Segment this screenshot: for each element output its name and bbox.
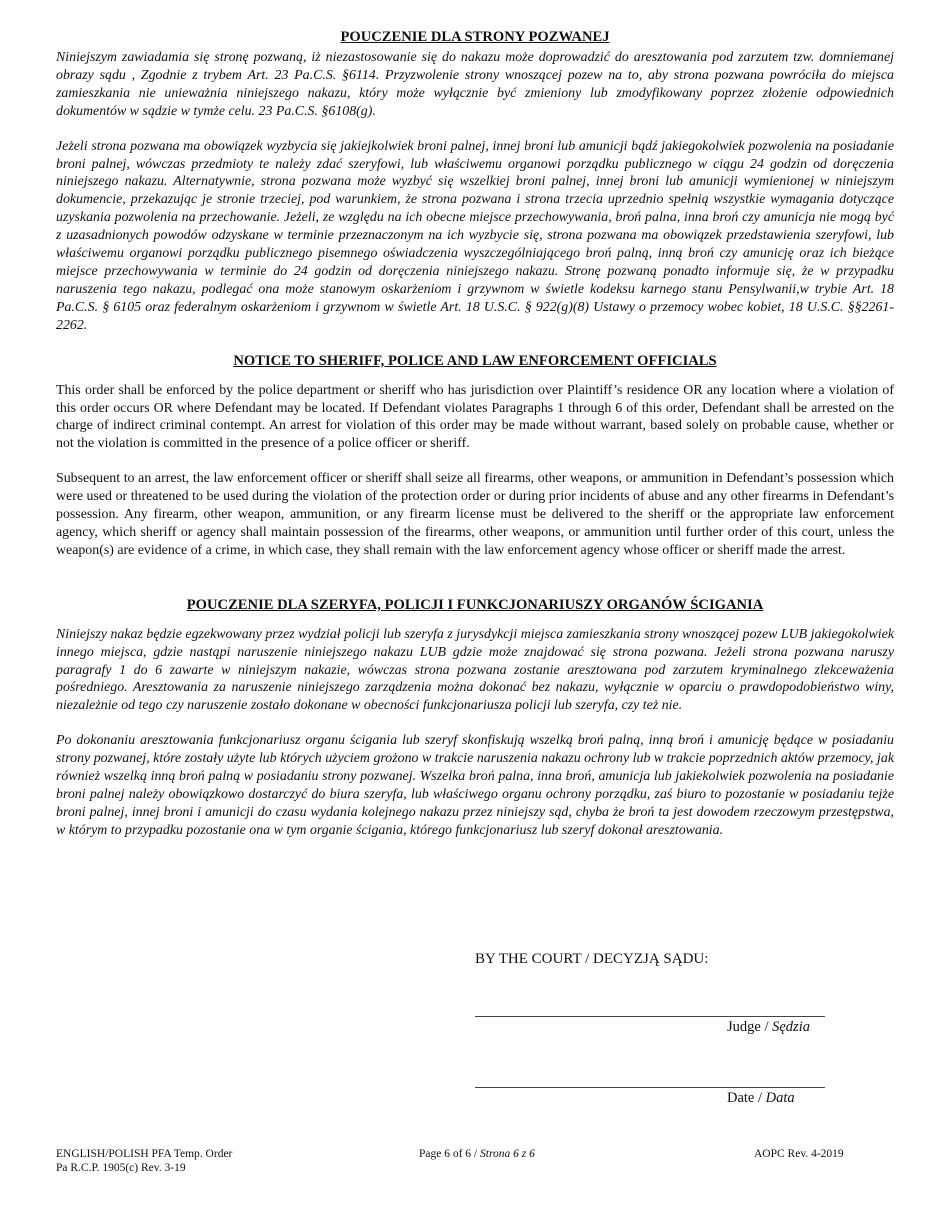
judge-label: Judge / Sędzia (727, 1019, 810, 1035)
law-enforcement-notice-paragraph-1: This order shall be enforced by the police department or sheriff who has jurisdiction over Plaintiff’s residence OR any location where a violation of this order occurs OR where Defendant may be located. If Defendant violates Paragraphs 1 through 6 of this order, Defendant shall be arrested on the charge of indirect criminal contempt. An arrest for violation of this order may be made without warrant, based solely on probable cause, whether or not the violation is committed in the presence of a police officer or sheriff. (56, 382, 894, 452)
footer-revision: AOPC Rev. 4-2019 (754, 1148, 844, 1160)
polish-law-enforcement-notice-heading: POUCZENIE DLA SZERYFA, POLICJI I FUNKCJONARIUSZY ORGANÓW ŚCIGANIA (186, 596, 764, 613)
by-the-court-label: BY THE COURT / DECYZJĄ SĄDU: (475, 951, 709, 967)
footer-form-id: ENGLISH/POLISH PFA Temp. Order Pa R.C.P. 1905(c) Rev. 3-19 (56, 1148, 233, 1174)
polish-defendant-notice-paragraph-2: Jeżeli strona pozwana ma obowiązek wyzbycia się jakiejkolwiek broni palnej, innej broni lub amunicji bądź jakiegokolwiek pozwolenia na posiadanie broni palnej, wówczas przedmioty te należy zdać szeryfowi, lub właściwemu organowi porządku publicznego w ciągu 24 godzin od doręczenia niniejszego nakazu. Alternatywnie, strona pozwana może wyzbyć się wszelkiej broni palnej, innej broni lub amunicji wymienionej w niniejszym dokumencie, przekazując je stronie trzeciej, pod warunkiem, że strona pozwana i strona trzecia uprzednio spełnią wszystkie wymagania dotyczące uzyskania pozwolenia na przechowanie. Jeżeli, ze względu na ich obecne miejsce przechowywania, broń palna, inna broń czy amunicja nie mogą być z uzasadnionych powodów odzyskane w terminie przeznaczonym na ich wyzbycie się, strona pozwana ma obowiązek przedstawienia szeryfowi, lub właściwemu organowi porządku publicznego pisemnego oświadczenia wyszczególniającego broń palną, inną broń czy amunicję oraz ich bieżące miejsce przechowywania w terminie do 24 godzin od doręczenia niniejszego nakazu. Stronę pozwaną ponadto informuje się, że w przypadku naruszenia tego nakazu, podlegać ona może stanowym oskarżeniom i grzywnom w świetle kodeksu karnego stanu Pensylwanii,w trybie Art. 18 Pa.C.S. § 6105 oraz federalnym oskarżeniom i grzywnom w świetle Art. 18 U.S.C. § 922(g)(8) Ustawy o przemocy wobec kobiet, 18 U.S.C. §§2261-2262. (56, 138, 894, 333)
polish-defendant-notice-paragraph-1: Niniejszym zawiadamia się stronę pozwaną, iż niezastosowanie się do nakazu może doprowadzić do aresztowania pod zarzutem tzw. domniemanej obrazy sądu , Zgodnie z trybem Art. 23 Pa.C.S. §6114. Przyzwolenie strony wnoszącej pozew na to, aby strona pozwana powróciła do miejsca zamieszkania nie unieważnia niniejszego nakazu, który może wyłącznie być zmieniony lub zmodyfikowany poprzez złożenie odpowiednich dokumentów w sądzie w tymże celu. 23 Pa.C.S. §6108(g). (56, 50, 894, 119)
footer-page-number: Page 6 of 6 / Strona 6 z 6 (419, 1148, 535, 1160)
polish-law-enforcement-notice-paragraph-1: Niniejszy nakaz będzie egzekwowany przez wydział policji lub szeryfa z jurysdykcji miejsca zamieszkania strony wnoszącej pozew LUB jakiegokolwiek innego miejsca, gdzie nastąpi naruszenie niniejszego nakazu LUB gdzie może znajdować się strona pozwana. Jeżeli strona pozwana naruszy paragrafy 1 do 6 zawarte w niniejszym nakazie, wówczas strona pozwana zostanie aresztowana pod zarzutem kryminalnego zlekceważenia pośredniego. Aresztowania za naruszenie niniejszego zarządzenia można dokonać bez nakazu, wyłącznie w oparciu o prawdopodobieństwo winy, niezależnie od tego czy naruszenie zostało dokonane w obecności funkcjonariusza policji lub szeryfa, czy też nie. (56, 626, 894, 714)
judge-signature-line (475, 1016, 825, 1017)
document-body (56, 28, 894, 840)
law-enforcement-notice-paragraph-2: Subsequent to an arrest, the law enforcement officer or sheriff shall seize all firearms, other weapons, or ammunition in Defendant’s possession which were used or threatened to be used during the violation of the protection order or during prior incidents of abuse and any other firearms in Defendant’s possession. Any firearm, other weapon, ammunition, or any firearm license must be delivered to the sheriff or the appropriate law enforcement agency, which sheriff or agency shall maintain possession of the firearms, other weapons, or ammunition until further order of this court, unless the weapon(s) are evidence of a crime, in which case, they shall remain with the law enforcement agency whose officer or sheriff made the arrest. (56, 471, 894, 558)
polish-law-enforcement-notice-paragraph-2: Po dokonaniu aresztowania funkcjonariusz organu ścigania lub szeryf skonfiskują wszelką broń palną, inną broń i amunicję będące w posiadaniu strony pozwanej, które zostały użyte lub których użyciem grożono w trakcie naruszenia nakazu ochrony lub w trakcie poprzednich aktów przemocy, jak również wszelką inną broń palną w posiadaniu strony pozwanej. Wszelka broń palna, inna broń, amunicja lub jakiekolwiek pozwolenia na posiadanie broni palnej należy obowiązkowo dostarczyć do biura szeryfa, lub właściwego organu ochrony porządku, zaś biuro to pozostanie w posiadaniu tejże broni palnej, innej broni i amunicji do czasu wydania kolejnego nakazu przez niniejszy sąd, chyba że broń ta jest dowodem rzeczowym przestępstwa, w którym to przypadku pozostanie ona w tym organie ścigania, którego funkcjonariusz lub szeryf dokonał aresztowania. (56, 733, 894, 838)
law-enforcement-notice-heading: NOTICE TO SHERIFF, POLICE AND LAW ENFORCEMENT OFFICIALS (233, 352, 717, 369)
date-label: Date / Data (727, 1090, 795, 1106)
date-signature-line (475, 1087, 825, 1088)
polish-defendant-notice-heading: POUCZENIE DLA STRONY POZWANEJ (340, 29, 610, 45)
